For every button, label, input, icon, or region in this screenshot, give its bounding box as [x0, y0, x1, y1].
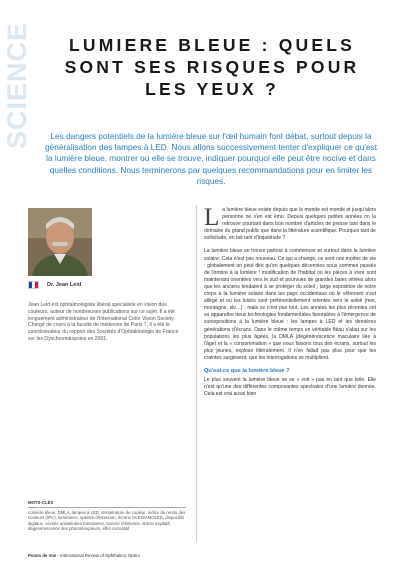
author-name: Dr. Jean Leid — [47, 282, 82, 288]
footer-subtitle: - International Review of Ophthalmic Optics — [56, 553, 141, 558]
keywords-text: Lumière bleue, DMLA, lampes à LED, température de couleur, indice de rendu des couleurs (IRC), luminance, spectre d'émission, écrans OLED/AMOLED, dispositifs digitaux, cécités unilatérales transitoires, toxicité rétinienne, stress oxydatif, dégénérescence des photorécepteurs, effet cumulatif — [28, 509, 186, 531]
author-photo-image — [28, 208, 92, 276]
article-paragraph: Le plus souvent la lumière bleue ne se « voit » pas en tant que telle. Elle n'est qu'une des différentes composantes spectrales d'une lumière donnée. Cela est vrai aussi bien — [204, 376, 376, 398]
footer-publication: Points de Vue — [28, 553, 57, 558]
drop-cap: L — [204, 204, 220, 231]
keywords-box — [28, 500, 186, 532]
author-portrait — [28, 208, 92, 276]
author-byline — [28, 280, 81, 290]
article-title: LUMIERE BLEUE : QUELS SONT SES RISQUES POUR LES YEUX ? — [64, 35, 360, 99]
keywords-rule — [28, 507, 186, 508]
section-label-text: SCIENCE — [1, 22, 32, 150]
article-paragraph — [204, 204, 376, 242]
article-intro: Les dangers potentiels de la lumière bleue sur l'œil humain font débat, surtout depuis la généralisation des lampes à LED. Nous allons successivement tenter d'expliquer ce qu'est la lumière bleue, montrer où elle se trouve, indiquer pourquoi elle peut être nocive et dans quelles conditions. Nous terminerons par quelques recommandations pour en limiter les risques. — [45, 131, 377, 186]
page-footer — [28, 553, 140, 558]
article-subheading: Qu'est-ce que la lumière bleue ? — [204, 367, 290, 374]
section-label — [2, 22, 32, 172]
france-flag-icon — [28, 281, 39, 289]
column-divider — [196, 205, 197, 542]
paragraph-text: a lumière bleue existe depuis que le monde est monde et jusqu'alors personne ne s'en est ému. Depuis quelques petites années on la retrouve pourtant dans bon nombre d'articles de presse tant dans le domaine du grand public que dans la littérature scientifique. Pourquoi tant de sollicitude, en fait tant d'inquiétude ? — [204, 207, 376, 242]
flag-stripe-red — [35, 282, 38, 288]
keywords-label: MOTS-CLÉS — [28, 500, 54, 505]
author-bio: Jean Leid est ophtalmologiste libéral spécialiste en vision des couleurs, auteur de nombreuses publications sur ce sujet. Il a été longuement administrateur de l'International Color Vision Society. Chargé de cours à la faculté de médecine de Paris 7, il a été le coordonnateur du rapport des Sociétés d'Ophtalmologie de France sur les Dyschromatopsies en 2001. — [28, 302, 179, 342]
article-paragraph: La lumière bleue se trouve partout à commencer et surtout dans la lumière solaire. Cela n'est pas nouveau. Ce qui a changé, ce sont nos modes de vie : globalement on peut dire qu'en quelques décennies nous sommes passés de l'ombre à la lumière ! modification de l'habitat où les pièces à vivre sont maintenant orientées vers le sud et pourvues de grandes baies vitrées alors que les anciens tendaient à se protéger du soleil ; large exposition de notre corps à la lumière solaire dans les pays occidentaux où le vêtement s'est allégé et où les loisirs sont préférentiellement orientés vers le soleil (mer, montagne, ski…) ; mais ce n'est pas tout. Les années les plus récentes ont vu apparaître deux technologies fondamentales favorables à l'émergence de surexpositions à la lumière bleue : les lampes à LED et les dernières générations d'écrans. Dans le même temps un véritable fléau s'abat sur les populations les plus âgées, la DMLA (dégénérescence maculaire liée à l'âge) et la « consommation » que nous faisons tous des écrans, surtout les plus jeunes, explose littéralement. Il n'en fallait pas plus pour que les craintes surgissent, que les interrogations se multiplient. — [204, 248, 376, 361]
article-body — [204, 204, 376, 404]
